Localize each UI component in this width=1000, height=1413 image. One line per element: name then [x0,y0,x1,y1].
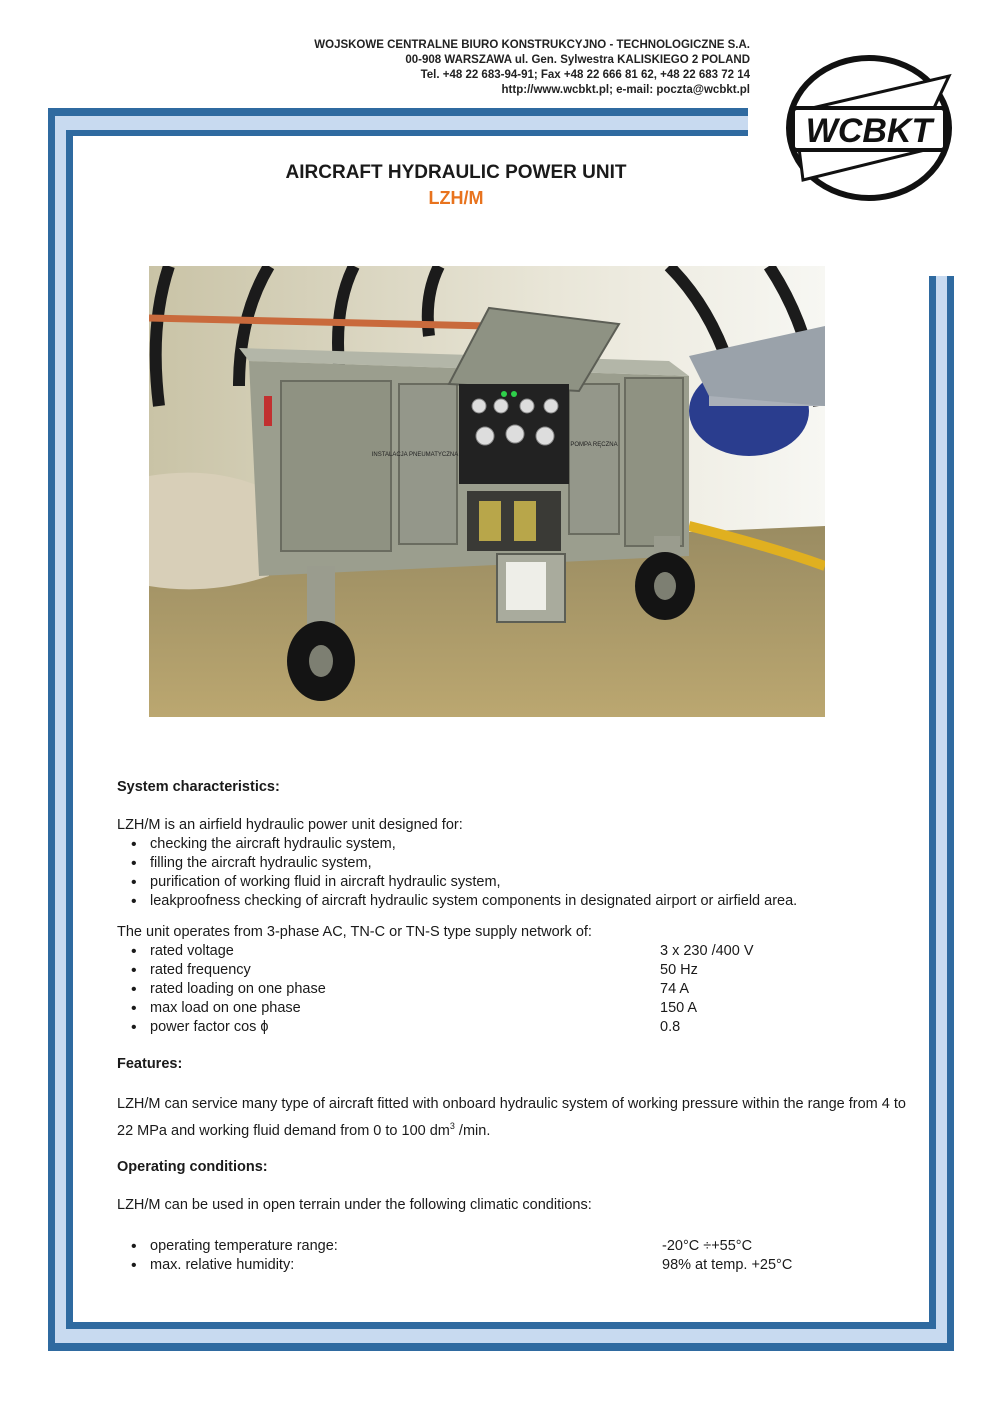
spec-row [117,961,907,980]
operating-heading: Operating conditions: [117,1158,268,1175]
purpose-list [117,835,907,911]
spec-row [117,980,907,999]
spec-value: -20°C ÷+55°C [662,1237,753,1254]
spec-value: 74 A [660,981,690,997]
wcbkt-logo [783,52,955,204]
spec-value: 98% at temp. +25°C [662,1256,793,1273]
spec-row [117,1256,907,1275]
system-heading: System characteristics: [117,779,280,795]
company-phone: Tel. +48 22 683-94-91; Fax +48 22 666 81 62, +48 22 683 72 14 [420,69,750,81]
spec-value: 0.8 [660,1019,681,1035]
list-item: • filling the aircraft hydraulic system, [117,854,907,873]
spec-label: • power factor cos ϕ [150,1019,269,1035]
spec-row [117,1018,907,1037]
company-header [314,38,750,98]
spec-value: 3 x 230 /400 V [660,943,754,959]
document-title: AIRCRAFT HYDRAULIC POWER UNIT [285,162,627,183]
features-text: LZH/M can service many type of aircraft fitted with onboard hydraulic system of working pressure within the range from 4 to 22 MPa and working fluid demand from 0 to 100 $dm^3$ /min. [117,1096,906,1139]
spec-label: • rated loading on one phase [150,981,326,997]
spec-label: • operating temperature range: [150,1237,338,1254]
spec-label: • max. relative humidity: [150,1256,295,1273]
spec-value: 50 Hz [660,962,698,978]
spec-row [117,1237,907,1256]
list-item: • purification of working fluid in aircraft hydraulic system, [117,873,907,892]
supply-spec-list [117,942,907,1037]
spec-label: • max load on one phase [150,1000,301,1016]
spec-label: • rated voltage [150,943,234,959]
document-subtitle: LZH/M [428,188,484,208]
operating-conditions-list [117,1237,907,1275]
spec-row [117,999,907,1018]
operating-intro: LZH/M can be used in open terrain under the following climatic conditions: [117,1196,592,1213]
photo-label-right: POMPA RĘCZNA [570,442,618,448]
photo-label-left: INSTALACJA PNEUMATYCZNA [371,452,459,458]
features-heading: Features: [117,1056,183,1072]
company-address: 00-908 WARSZAWA ul. Gen. Sylwestra KALISKIEGO 2 POLAND [405,54,750,66]
supply-intro: The unit operates from 3-phase AC, TN-C or TN-S type supply network of: [117,924,592,940]
spec-value: 150 A [660,1000,698,1016]
list-item: • leakproofness checking of aircraft hydraulic system components in designated airport or airfield area. [117,892,907,911]
product-photo [149,266,825,717]
system-intro: LZH/M is an airfield hydraulic power unit designed for: [117,817,463,833]
spec-row [117,942,907,961]
company-web: http://www.wcbkt.pl; e-mail: poczta@wcbkt.pl [501,84,750,96]
list-item: • checking the aircraft hydraulic system, [117,835,907,854]
document-content [117,778,907,1275]
superscript: 3 [449,1121,455,1131]
logo-text: WCBKT [805,112,933,150]
spec-label: • rated frequency [150,962,251,978]
company-name: WOJSKOWE CENTRALNE BIURO KONSTRUKCYJNO - TECHNOLOGICZNE S.A. [314,39,750,51]
